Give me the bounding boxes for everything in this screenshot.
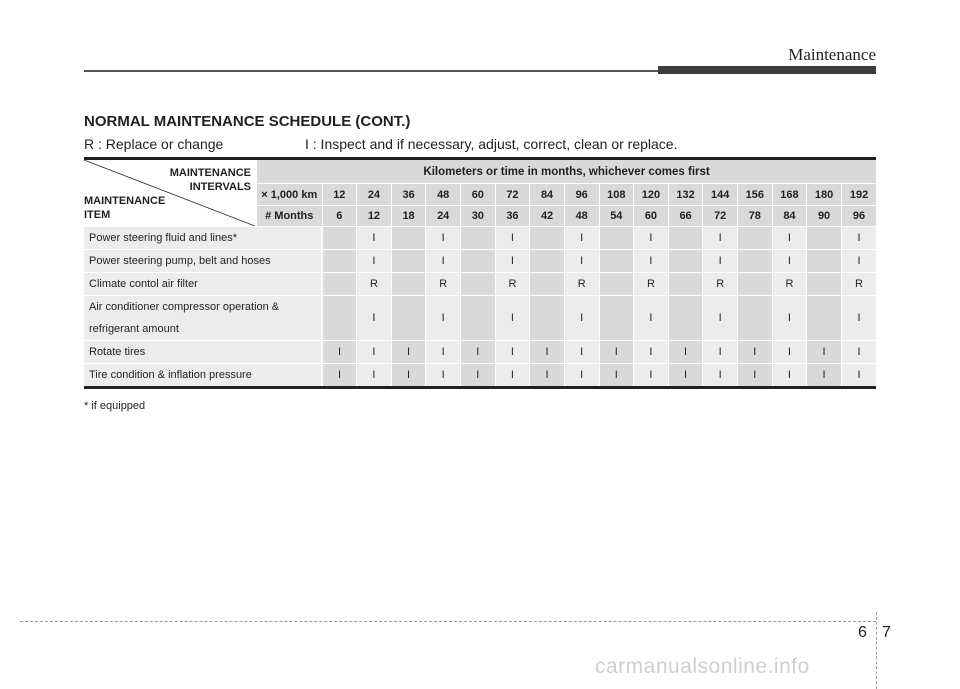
schedule-cell xyxy=(738,273,773,296)
watermark: carmanualsonline.info xyxy=(595,655,810,678)
schedule-cell xyxy=(322,250,357,273)
schedule-cell: I xyxy=(391,364,426,388)
page-title: NORMAL MAINTENANCE SCHEDULE (CONT.) xyxy=(84,113,411,130)
schedule-cell: I xyxy=(738,341,773,364)
table-row xyxy=(84,364,876,388)
schedule-cell: I xyxy=(841,364,876,388)
table-row xyxy=(84,250,876,273)
header-bar xyxy=(658,66,876,74)
schedule-cell: R xyxy=(495,273,530,296)
schedule-cell: I xyxy=(807,364,842,388)
schedule-cell xyxy=(461,250,496,273)
schedule-cell: I xyxy=(426,341,461,364)
schedule-cell xyxy=(322,227,357,250)
schedule-cell xyxy=(461,227,496,250)
schedule-cell: I xyxy=(495,341,530,364)
schedule-cell: I xyxy=(841,227,876,250)
km-value: 24 xyxy=(357,184,392,205)
months-value: 18 xyxy=(391,205,426,226)
schedule-cell xyxy=(530,273,565,296)
schedule-cell: I xyxy=(772,364,807,388)
schedule-cell: I xyxy=(668,341,703,364)
months-value: 66 xyxy=(668,205,703,226)
schedule-cell: I xyxy=(772,250,807,273)
schedule-cell: I xyxy=(634,341,669,364)
km-value: 84 xyxy=(530,184,565,205)
schedule-cell: I xyxy=(634,227,669,250)
maintenance-item: Climate contol air filter xyxy=(84,273,322,296)
schedule-cell: R xyxy=(634,273,669,296)
interval-header: Kilometers or time in months, whichever comes first xyxy=(256,159,876,184)
schedule-cell: I xyxy=(564,341,599,364)
schedule-cell xyxy=(668,250,703,273)
schedule-cell: I xyxy=(841,341,876,364)
km-value: 48 xyxy=(426,184,461,205)
months-value: 96 xyxy=(841,205,876,226)
schedule-cell xyxy=(461,296,496,341)
km-value: 36 xyxy=(391,184,426,205)
corner-intervals-text: MAINTENANCE INTERVALS xyxy=(169,167,251,193)
schedule-cell xyxy=(807,250,842,273)
schedule-cell xyxy=(807,296,842,341)
schedule-cell: I xyxy=(772,341,807,364)
footer-rule xyxy=(20,621,876,622)
months-value: 48 xyxy=(564,205,599,226)
schedule-cell: I xyxy=(634,296,669,341)
km-value: 72 xyxy=(495,184,530,205)
schedule-cell: I xyxy=(426,227,461,250)
km-value: 156 xyxy=(738,184,773,205)
km-value: 180 xyxy=(807,184,842,205)
km-label: × 1,000 km xyxy=(256,184,322,205)
footnote: * if equipped xyxy=(84,400,146,412)
schedule-cell xyxy=(668,227,703,250)
schedule-cell: I xyxy=(564,364,599,388)
schedule-cell: I xyxy=(495,364,530,388)
schedule-cell: R xyxy=(772,273,807,296)
schedule-cell: I xyxy=(738,364,773,388)
km-value: 60 xyxy=(461,184,496,205)
schedule-cell xyxy=(530,250,565,273)
schedule-cell xyxy=(599,250,634,273)
schedule-cell: I xyxy=(703,296,738,341)
corner-intervals-label xyxy=(170,166,251,194)
schedule-cell: I xyxy=(807,341,842,364)
schedule-cell xyxy=(530,296,565,341)
months-value: 72 xyxy=(703,205,738,226)
schedule-cell: I xyxy=(357,296,392,341)
schedule-cell: I xyxy=(564,250,599,273)
km-value: 132 xyxy=(668,184,703,205)
schedule-cell: I xyxy=(841,296,876,341)
schedule-cell xyxy=(391,250,426,273)
schedule-cell: I xyxy=(772,227,807,250)
schedule-cell: I xyxy=(357,364,392,388)
schedule-cell: I xyxy=(530,341,565,364)
schedule-cell: I xyxy=(426,364,461,388)
table-row xyxy=(84,296,876,341)
months-value: 90 xyxy=(807,205,842,226)
schedule-cell xyxy=(322,273,357,296)
km-value: 192 xyxy=(841,184,876,205)
schedule-cell: I xyxy=(841,250,876,273)
months-value: 54 xyxy=(599,205,634,226)
maintenance-item: Tire condition & inflation pressure xyxy=(84,364,322,388)
schedule-cell xyxy=(599,296,634,341)
months-value: 60 xyxy=(634,205,669,226)
schedule-cell xyxy=(668,273,703,296)
schedule-cell: I xyxy=(357,227,392,250)
section-header: Maintenance xyxy=(788,45,876,64)
maintenance-item-line: refrigerant amount xyxy=(89,323,179,335)
km-value: 144 xyxy=(703,184,738,205)
maintenance-item xyxy=(84,296,322,341)
maintenance-schedule-table xyxy=(84,157,876,389)
schedule-cell: I xyxy=(426,250,461,273)
schedule-cell xyxy=(807,273,842,296)
schedule-cell: I xyxy=(495,227,530,250)
schedule-cell: R xyxy=(841,273,876,296)
schedule-cell: I xyxy=(530,364,565,388)
schedule-cell xyxy=(322,296,357,341)
chapter-number: 6 xyxy=(858,624,867,641)
schedule-cell: I xyxy=(461,341,496,364)
schedule-cell: I xyxy=(668,364,703,388)
maintenance-item-line: Air conditioner compressor operation & xyxy=(89,301,280,313)
months-value: 78 xyxy=(738,205,773,226)
km-value: 168 xyxy=(772,184,807,205)
months-value: 36 xyxy=(495,205,530,226)
schedule-cell xyxy=(738,296,773,341)
schedule-cell: I xyxy=(357,341,392,364)
schedule-cell: R xyxy=(426,273,461,296)
maintenance-item: Rotate tires xyxy=(84,341,322,364)
schedule-cell xyxy=(668,296,703,341)
schedule-cell xyxy=(599,227,634,250)
schedule-cell: I xyxy=(772,296,807,341)
schedule-cell: I xyxy=(495,250,530,273)
schedule-cell xyxy=(461,273,496,296)
schedule-cell: I xyxy=(703,341,738,364)
table-corner-header xyxy=(84,159,256,227)
schedule-cell: I xyxy=(357,250,392,273)
maintenance-item: Power steering pump, belt and hoses xyxy=(84,250,322,273)
schedule-cell: I xyxy=(599,364,634,388)
corner-item-label xyxy=(84,194,165,222)
schedule-cell xyxy=(391,227,426,250)
schedule-cell: I xyxy=(564,296,599,341)
schedule-cell: I xyxy=(564,227,599,250)
schedule-cell: I xyxy=(634,364,669,388)
schedule-cell: I xyxy=(634,250,669,273)
schedule-cell: I xyxy=(703,250,738,273)
km-value: 12 xyxy=(322,184,357,205)
schedule-cell: R xyxy=(564,273,599,296)
footer-divider xyxy=(876,612,877,689)
page-number: 7 xyxy=(882,624,891,641)
schedule-cell: R xyxy=(703,273,738,296)
months-value: 42 xyxy=(530,205,565,226)
schedule-cell: I xyxy=(461,364,496,388)
schedule-cell: R xyxy=(357,273,392,296)
schedule-cell: I xyxy=(599,341,634,364)
km-value: 96 xyxy=(564,184,599,205)
km-value: 108 xyxy=(599,184,634,205)
schedule-cell xyxy=(391,273,426,296)
table-row xyxy=(84,341,876,364)
schedule-cell: I xyxy=(322,364,357,388)
schedule-cell: I xyxy=(703,227,738,250)
table-row xyxy=(84,273,876,296)
corner-item-text: MAINTENANCE ITEM xyxy=(84,195,166,221)
legend-inspect: I : Inspect and if necessary, adjust, correct, clean or replace. xyxy=(305,136,678,152)
legend-replace: R : Replace or change xyxy=(84,136,224,152)
schedule-cell xyxy=(530,227,565,250)
months-value: 12 xyxy=(357,205,392,226)
header-rule xyxy=(84,70,660,72)
schedule-cell xyxy=(599,273,634,296)
schedule-cell: I xyxy=(426,296,461,341)
months-value: 84 xyxy=(772,205,807,226)
months-value: 24 xyxy=(426,205,461,226)
schedule-cell: I xyxy=(703,364,738,388)
schedule-cell xyxy=(738,250,773,273)
schedule-cell xyxy=(807,227,842,250)
months-label: # Months xyxy=(256,205,322,226)
schedule-cell xyxy=(391,296,426,341)
table-row xyxy=(84,227,876,250)
months-value: 6 xyxy=(322,205,357,226)
schedule-cell: I xyxy=(391,341,426,364)
maintenance-item: Power steering fluid and lines* xyxy=(84,227,322,250)
schedule-cell xyxy=(738,227,773,250)
km-value: 120 xyxy=(634,184,669,205)
months-value: 30 xyxy=(461,205,496,226)
schedule-cell: I xyxy=(322,341,357,364)
schedule-cell: I xyxy=(495,296,530,341)
